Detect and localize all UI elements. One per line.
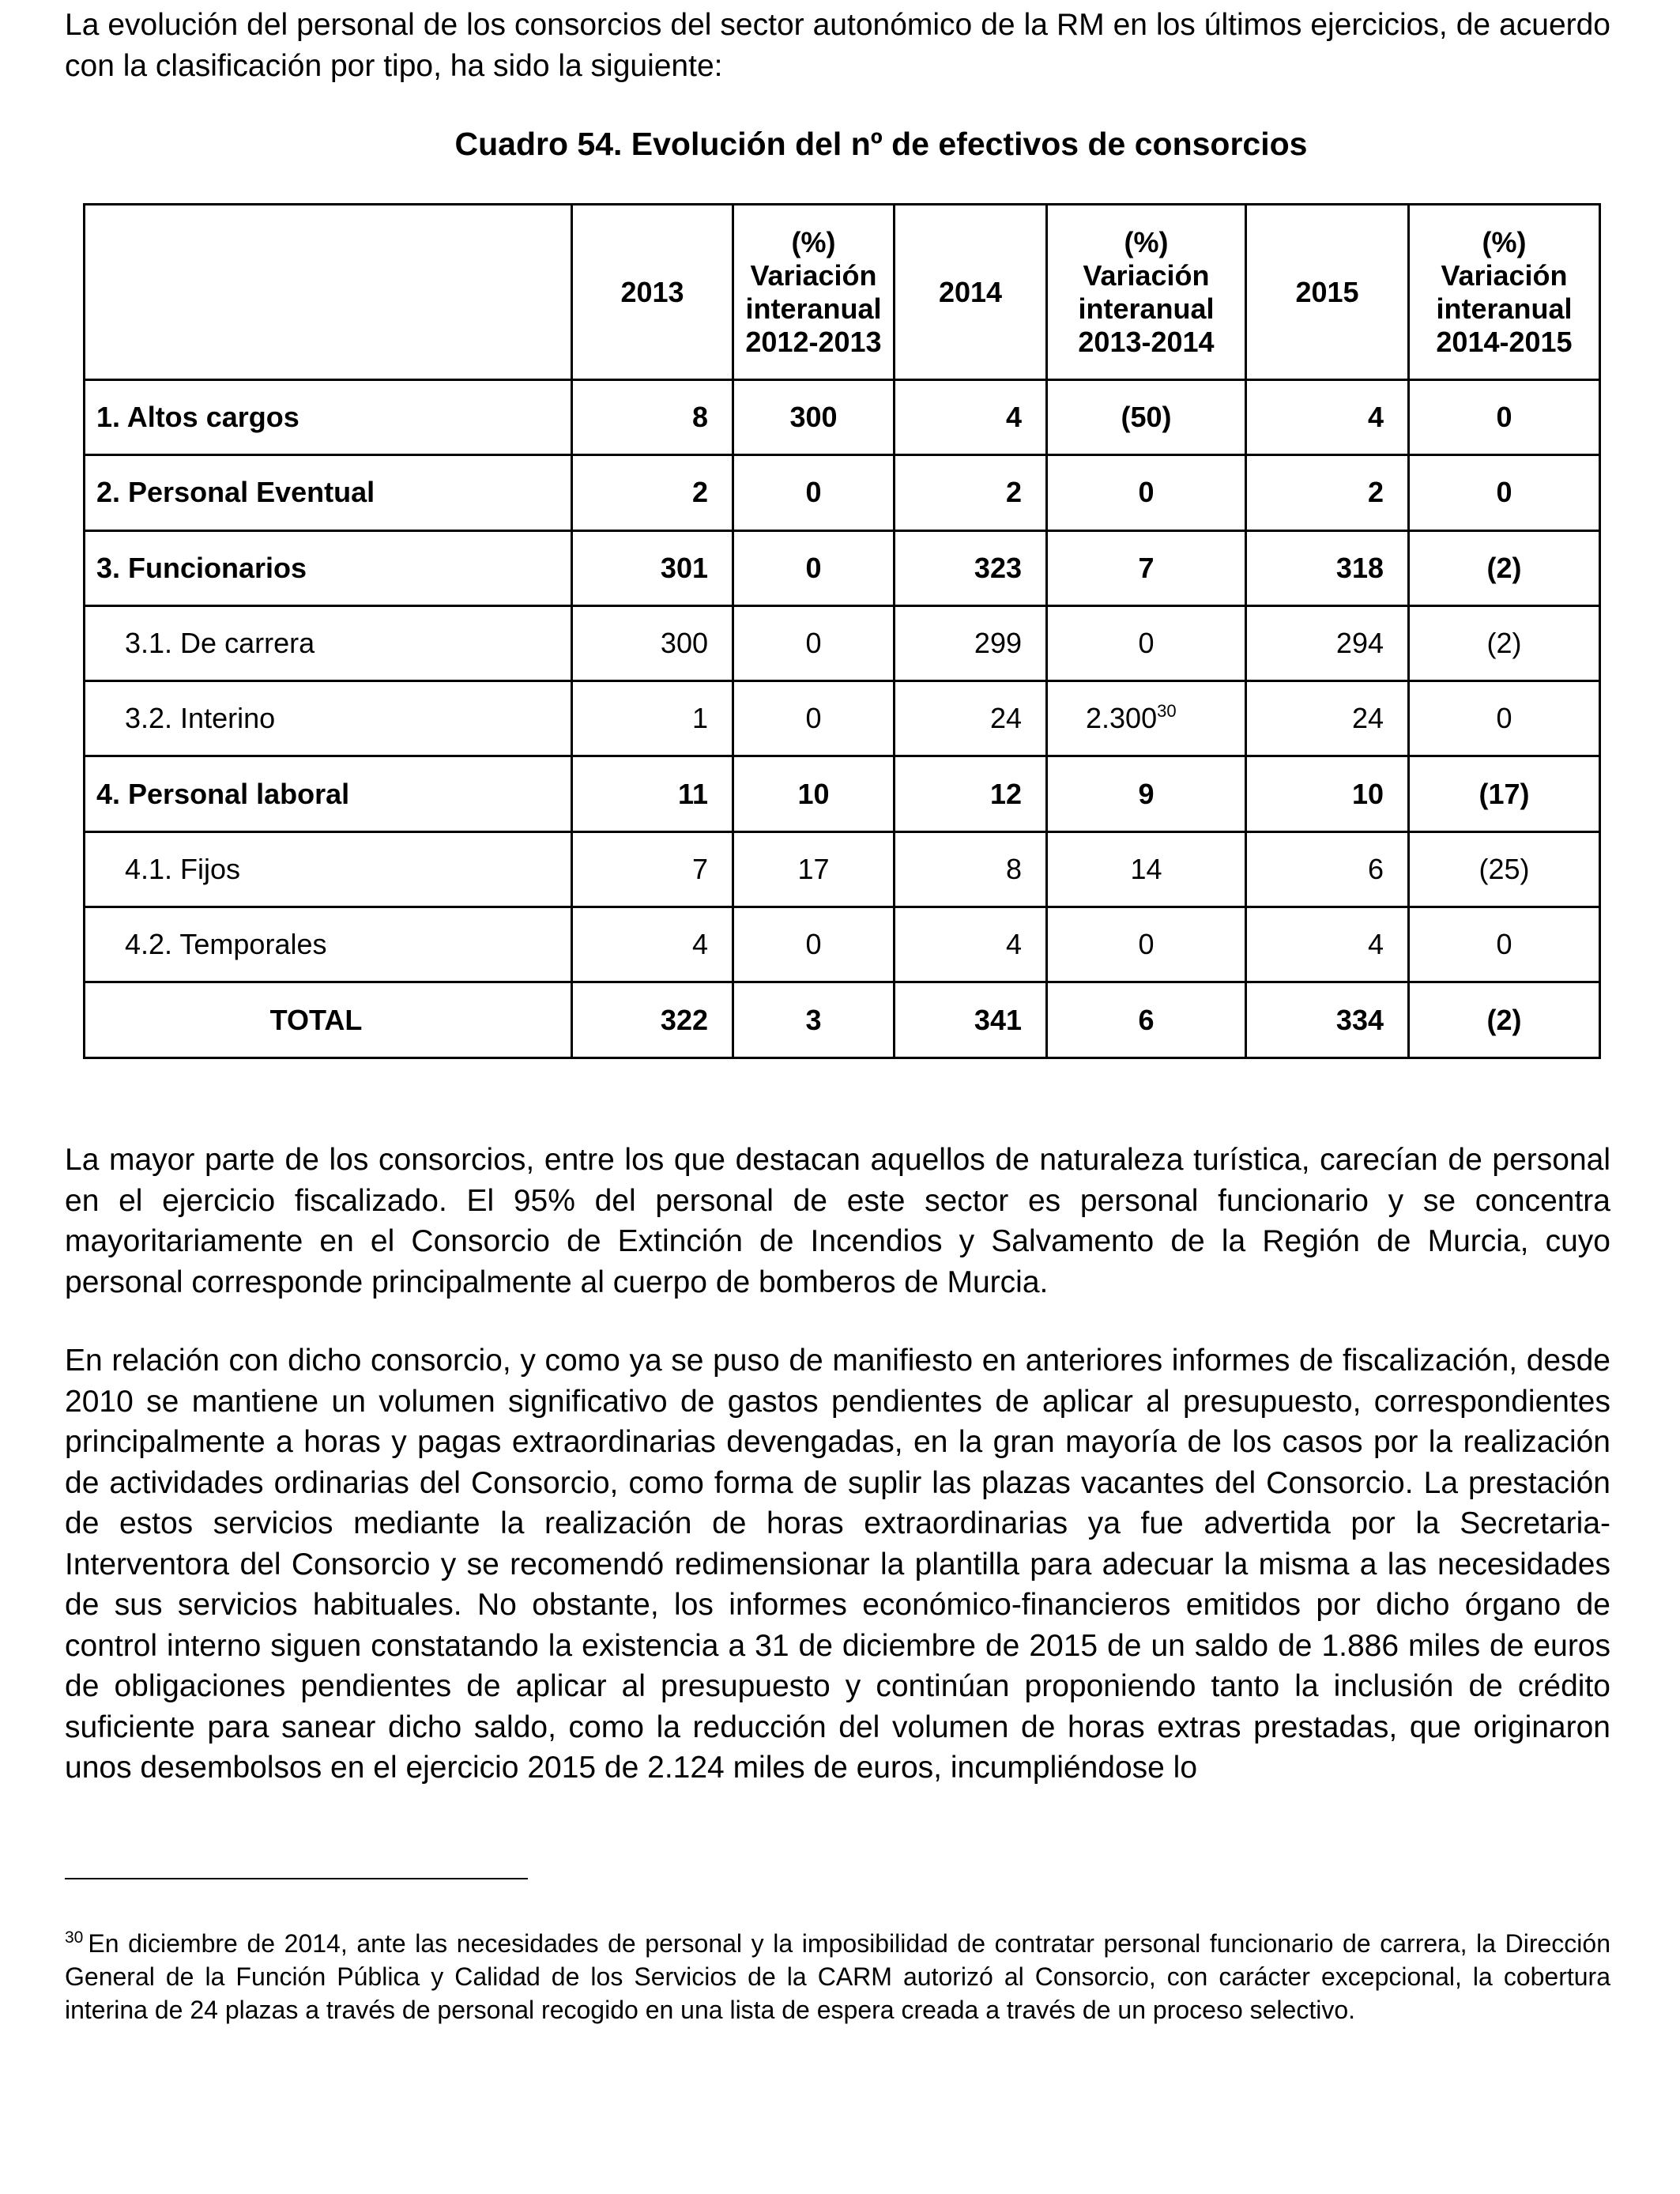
cell-var-2014-2015: (17) [1409,756,1600,831]
variation-value: 2.300 [1086,702,1158,735]
table-row [85,907,1600,982]
cell-2014: 8 [895,831,1047,907]
cell-var-2013-2014: 7 [1047,530,1246,605]
cell-var-2013-2014: 6 [1047,982,1246,1057]
header-variation-2013-2014: (%) Variación interanual 2013-2014 [1047,205,1246,380]
footnote-separator [65,1878,528,1879]
cell-var-2013-2014: (50) [1047,380,1246,455]
cell-var-2014-2015: 0 [1409,907,1600,982]
row-label: 1. Altos cargos [85,380,572,455]
row-label: 4.2. Temporales [85,907,572,982]
cell-var-2012-2013: 3 [733,982,895,1057]
footnote-number: 30 [65,1928,84,1947]
cell-2014: 341 [895,982,1047,1057]
cell-2014: 12 [895,756,1047,831]
table-title: Cuadro 54. Evolución del nº de efectivos de consorcios [454,126,1308,162]
cell-2014: 4 [895,907,1047,982]
cell-2013: 7 [572,831,733,907]
footnote-reference: 30 [1157,701,1177,722]
row-label: 4.1. Fijos [85,831,572,907]
cell-var-2014-2015: (25) [1409,831,1600,907]
table-row [85,455,1600,530]
cell-2015: 6 [1246,831,1409,907]
cell-2015: 334 [1246,982,1409,1057]
cell-var-2013-2014: 0 [1047,605,1246,680]
cell-2015: 294 [1246,605,1409,680]
cell-var-2014-2015: (2) [1409,982,1600,1057]
cell-var-2012-2013: 300 [733,380,895,455]
cell-var-2012-2013: 0 [733,681,895,756]
cell-var-2012-2013: 0 [733,455,895,530]
cell-2013: 11 [572,756,733,831]
cell-2014: 4 [895,380,1047,455]
cell-var-2014-2015: 0 [1409,681,1600,756]
table-row [85,681,1600,756]
cell-2015: 24 [1246,681,1409,756]
table-total-row [85,982,1600,1057]
header-variation-2014-2015: (%) Variación interanual 2014-2015 [1409,205,1600,380]
cell-2013: 2 [572,455,733,530]
cell-2013: 301 [572,530,733,605]
intro-paragraph: La evolución del personal de los consorcios del sector autonómico de la RM en los últimos ejercicios, de acuerdo con la clasificación por tipo, ha sido la siguiente: [65,8,1610,83]
table-row [85,380,1600,455]
cell-2013: 1 [572,681,733,756]
cell-var-2014-2015: (2) [1409,530,1600,605]
row-label: 3.1. De carrera [85,605,572,680]
cell-2015: 318 [1246,530,1409,605]
cell-2014: 323 [895,530,1047,605]
cell-2015: 10 [1246,756,1409,831]
cell-2013: 300 [572,605,733,680]
cell-2015: 4 [1246,907,1409,982]
cell-var-2014-2015: 0 [1409,455,1600,530]
table-row [85,530,1600,605]
cell-var-2012-2013: 0 [733,907,895,982]
cell-2013: 8 [572,380,733,455]
cell-var-2013-2014: 9 [1047,756,1246,831]
cell-2014: 299 [895,605,1047,680]
table-header-row [85,205,1600,380]
table-row [85,831,1600,907]
footnote-text: En diciembre de 2014, ante las necesidades de personal y la imposibilidad de contratar personal funcionario de carrera, la Dirección General de la Función Pública y Calidad de los Servicios de la CARM autorizó al Consorcio, con carácter excepcional, la cobertura interina de 24 plazas a través de personal recogido en una lista de espera creada a través de un proceso selectivo. [65,1929,1610,2024]
personnel-table [83,203,1601,1059]
cell-var-2012-2013: 0 [733,530,895,605]
cell-2015: 4 [1246,380,1409,455]
header-empty [85,205,572,380]
cell-var-2012-2013: 0 [733,605,895,680]
cell-var-2013-2014 [1047,681,1246,756]
header-variation-2012-2013: (%) Variación interanual 2012-2013 [733,205,895,380]
table-row [85,605,1600,680]
cell-var-2014-2015: 0 [1409,380,1600,455]
row-label: 4. Personal laboral [85,756,572,831]
cell-var-2013-2014: 0 [1047,907,1246,982]
row-label: TOTAL [85,982,572,1057]
cell-var-2013-2014: 14 [1047,831,1246,907]
cell-2014: 24 [895,681,1047,756]
body-paragraph: La mayor parte de los consorcios, entre los que destacan aquellos de naturaleza turística, carecían de personal en el ejercicio fiscalizado. El 95% del personal de este sector es personal funcionario y se concentra mayoritariamente en el Consorcio de Extinción de Incendios y Salvamento de la Región de Murcia, cuyo personal corresponde principalmente al cuerpo de bomberos de Murcia. [65,1143,1610,1299]
cell-2013: 4 [572,907,733,982]
cell-var-2014-2015: (2) [1409,605,1600,680]
header-2015: 2015 [1246,205,1409,380]
footnote [65,1927,1610,2026]
cell-2015: 2 [1246,455,1409,530]
cell-2013: 322 [572,982,733,1057]
table-row [85,756,1600,831]
header-2014: 2014 [895,205,1047,380]
cell-2014: 2 [895,455,1047,530]
cell-var-2013-2014: 0 [1047,455,1246,530]
row-label: 2. Personal Eventual [85,455,572,530]
body-paragraph: En relación con dicho consorcio, y como ya se puso de manifiesto en anteriores informes de fiscalización, desde 2010 se mantiene un volumen significativo de gastos pendientes de aplicar al presupuesto, correspondientes principalmente a horas y pagas extraordinarias devengadas, en la gran mayoría de los casos por la realización de actividades ordinarias del Consorcio, como forma de suplir las plazas vacantes del Consorcio. La prestación de estos servicios mediante la realización de horas extraordinarias ya fue advertida por la Secretaria-Interventora del Consorcio y se recomendó redimensionar la plantilla para adecuar la misma a las necesidades de sus servicios habituales. No obstante, los informes económico-financieros emitidos por dicho órgano de control interno siguen constatando la existencia a 31 de diciembre de 2015 de un saldo de 1.886 miles de euros de obligaciones pendientes de aplicar al presupuesto y continúan proponiendo tanto la inclusión de crédito suficiente para sanear dicho saldo, como la reducción del volumen de horas extras prestadas, que originaron unos desembolsos en el ejercicio 2015 de 2.124 miles de euros, incumpliéndose lo [65,1344,1610,1785]
row-label: 3.2. Interino [85,681,572,756]
cell-var-2012-2013: 17 [733,831,895,907]
cell-var-2012-2013: 10 [733,756,895,831]
header-2013: 2013 [572,205,733,380]
row-label: 3. Funcionarios [85,530,572,605]
